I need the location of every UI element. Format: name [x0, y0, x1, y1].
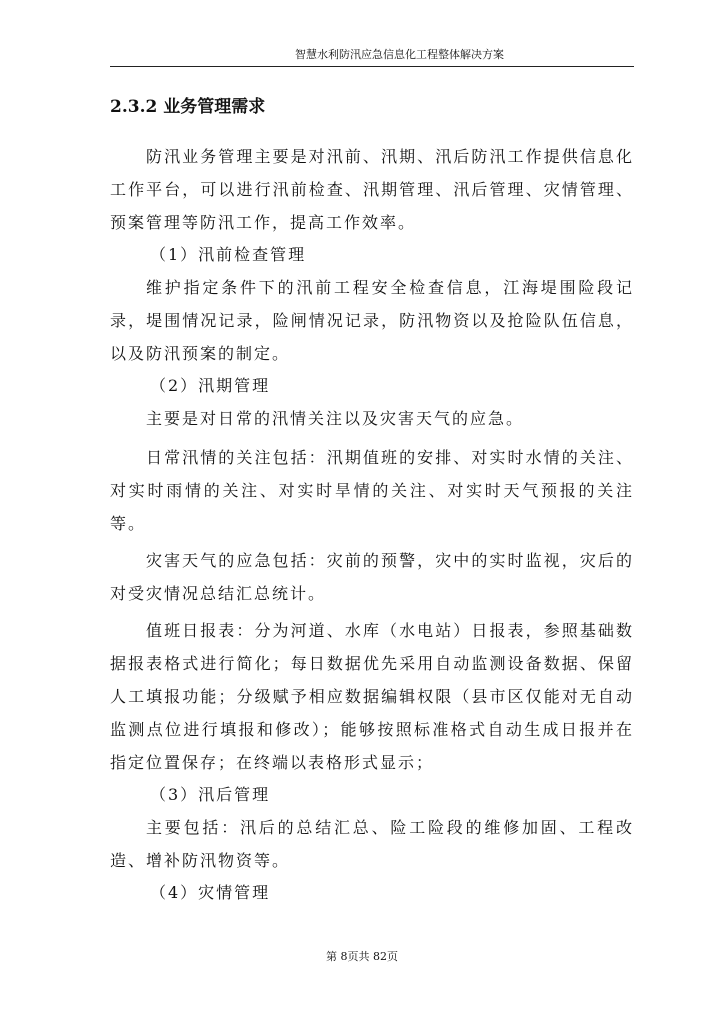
page-header: 智慧水利防汛应急信息化工程整体解决方案 [295, 48, 504, 61]
disaster-weather-paragraph: 灾害天气的应急包括：灾前的预警，灾中的实时监视，灾后的对受灾情况总结汇总统计。 [110, 551, 634, 603]
flood-period-paragraph: 主要是对日常的汛情关注以及灾害天气的应急。 [146, 409, 525, 428]
post-flood-paragraph: 主要包括：汛后的总结汇总、险工险段的维修加固、工程改造、增补防汛物资等。 [110, 818, 634, 870]
daily-flood-paragraph: 日常汛情的关注包括：汛期值班的安排、对实时水情的关注、对实时雨情的关注、对实时旱情的关注、对实时天气预报的关注等。 [110, 448, 634, 533]
intro-paragraph: 防汛业务管理主要是对汛前、汛期、汛后防汛工作提供信息化工作平台，可以进行汛前检查、汛期管理、汛后管理、灾情管理、预案管理等防汛工作，提高工作效率。 [110, 147, 634, 232]
document-body [110, 140, 634, 909]
section-title: 2.3.2 业务管理需求 [110, 97, 266, 117]
duty-report-paragraph: 值班日报表：分为河道、水库（水电站）日报表，参照基础数据报表格式进行简化；每日数据优先采用自动监测设备数据、保留人工填报功能；分级赋予相应数据编辑权限（县市区仅能对无自动监测点位进行填报和修改）；能够按照标准格式自动生成日报并在指定位置保存；在终端以表格形式显示； [110, 621, 634, 772]
header-divider [110, 66, 634, 67]
pre-flood-paragraph: 维护指定条件下的汛前工程安全检查信息，江海堤围险段记录，堤围情况记录，险闸情况记录，防汛物资以及抢险队伍信息，以及防汛预案的制定。 [110, 278, 634, 363]
page-footer: 第 8页共 82页 [326, 950, 398, 963]
subheading-post-flood: （3）汛后管理 [150, 785, 271, 804]
subheading-pre-flood: （1）汛前检查管理 [150, 245, 307, 264]
subheading-disaster: （4）灾情管理 [150, 883, 271, 902]
subheading-flood-period: （2）汛期管理 [150, 376, 271, 395]
